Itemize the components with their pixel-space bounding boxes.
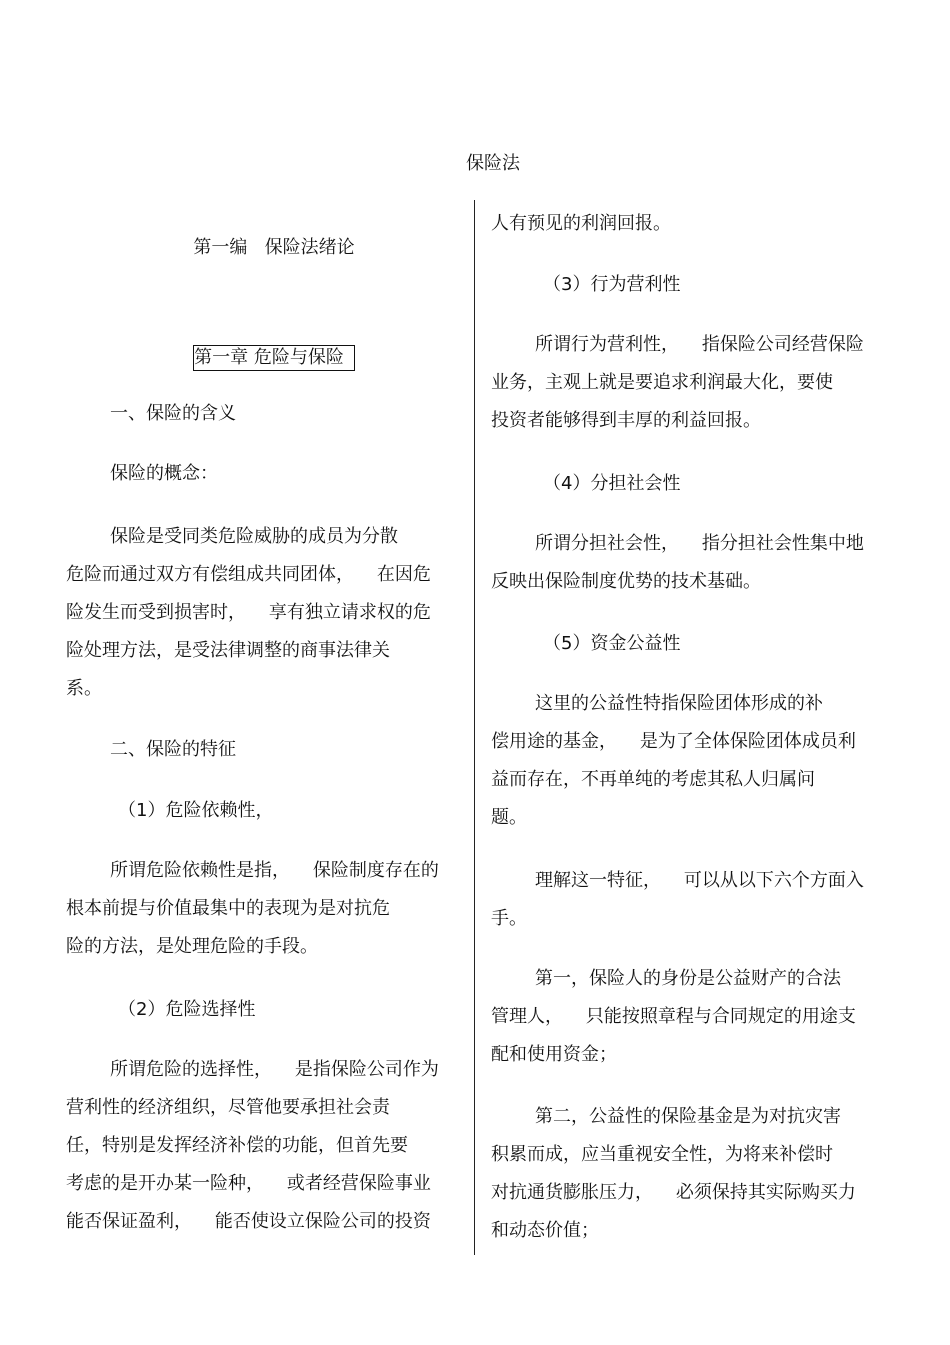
- paragraph-line: 配和使用资金；: [491, 1044, 617, 1065]
- concept-label: [66, 455, 500, 493]
- feature1-heading: [66, 792, 508, 830]
- paragraph-line: 第二，公益性的保险基金是为对抗灾害: [535, 1106, 841, 1127]
- paragraph-line: 手。: [491, 908, 527, 929]
- page-title: 保险法: [466, 153, 520, 174]
- paragraph-line: 所谓行为营利性， 指保险公司经营保险: [535, 334, 864, 355]
- second-point-paragraph: [491, 1098, 871, 1250]
- understanding-paragraph: [491, 862, 871, 938]
- paragraph-line: 题。: [491, 807, 527, 828]
- paragraph-line: 投资者能够得到丰厚的利益回报。: [491, 410, 761, 431]
- paragraph-line: 所谓危险依赖性是指， 保险制度存在的: [110, 860, 439, 881]
- paragraph-line: 险处理方法，是受法律调整的商事法律关: [66, 640, 390, 661]
- feature1-paragraph: [66, 852, 456, 966]
- paragraph-line: 险发生而受到损害时， 享有独立请求权的危: [66, 602, 431, 623]
- feature1-heading-text: （1）危险依赖性，: [118, 800, 274, 821]
- paragraph-line: 反映出保险制度优势的技术基础。: [491, 571, 761, 592]
- feature2-paragraph: [66, 1051, 456, 1241]
- feature5-heading: [491, 625, 923, 663]
- paragraph-line: 业务，主观上就是要追求利润最大化，要使: [491, 372, 833, 393]
- feature3-heading: [491, 266, 923, 304]
- first-point-paragraph: [491, 960, 871, 1074]
- feature2-heading: [66, 991, 508, 1029]
- paragraph-line: 这里的公益性特指保险团体形成的补: [535, 693, 823, 714]
- paragraph-line: 系。: [66, 678, 102, 699]
- continued-line: [491, 205, 871, 243]
- paragraph-line: 管理人， 只能按照章程与合同规定的用途支: [491, 1006, 856, 1027]
- part-heading: [66, 229, 482, 267]
- paragraph-line: 任，特别是发挥经济补偿的功能，但首先要: [66, 1135, 408, 1156]
- section2-heading-text: 二、保险的特征: [110, 739, 236, 760]
- paragraph-line: 能否保证盈利， 能否使设立保险公司的投资: [66, 1211, 431, 1232]
- feature4-heading-text: （4）分担社会性: [543, 473, 681, 494]
- feature4-heading: [491, 465, 923, 503]
- paragraph-line: 根本前提与价值最集中的表现为是对抗危: [66, 898, 390, 919]
- feature5-heading-text: （5）资金公益性: [543, 633, 681, 654]
- chapter-heading-box: 第一章 危险与保险: [193, 345, 355, 371]
- feature3-paragraph: [491, 326, 871, 440]
- paragraph-line: 营利性的经济组织，尽管他要承担社会责: [66, 1097, 390, 1118]
- part-heading-text: 第一编 保险法绪论: [193, 237, 355, 258]
- paragraph-line: 理解这一特征， 可以从以下六个方面入: [535, 870, 864, 891]
- paragraph-line: 和动态价值；: [491, 1220, 599, 1241]
- chapter-heading: [66, 339, 482, 377]
- feature3-heading-text: （3）行为营利性: [543, 274, 681, 295]
- feature2-heading-text: （2）危险选择性: [118, 999, 256, 1020]
- paragraph-line: 考虑的是开办某一险种， 或者经营保险事业: [66, 1173, 431, 1194]
- paragraph-line: 益而存在，不再单纯的考虑其私人归属问: [491, 769, 815, 790]
- section1-heading: [66, 395, 500, 433]
- paragraph-line: 危险而通过双方有偿组成共同团体， 在因危: [66, 564, 431, 585]
- section1-heading-text: 一、保险的含义: [110, 403, 236, 424]
- paragraph-line: 险的方法，是处理危险的手段。: [66, 936, 318, 957]
- paragraph-line: 偿用途的基金， 是为了全体保险团体成员利: [491, 731, 856, 752]
- section2-heading: [66, 731, 500, 769]
- paragraph-line: 第一，保险人的身份是公益财产的合法: [535, 968, 841, 989]
- definition-paragraph: [66, 518, 456, 708]
- paragraph-line: 对抗通货膨胀压力， 必须保持其实际购买力: [491, 1182, 856, 1203]
- feature4-paragraph: [491, 525, 871, 601]
- paragraph-line: 所谓分担社会性， 指分担社会性集中地: [535, 533, 864, 554]
- feature5-paragraph: [491, 685, 871, 837]
- paragraph-line: 所谓危险的选择性， 是指保险公司作为: [110, 1059, 439, 1080]
- continued-line-text: 人有预见的利润回报。: [491, 213, 671, 234]
- concept-label-text: 保险的概念：: [110, 463, 218, 484]
- paragraph-line: 保险是受同类危险威胁的成员为分散: [110, 526, 398, 547]
- paragraph-line: 积累而成，应当重视安全性，为将来补偿时: [491, 1144, 833, 1165]
